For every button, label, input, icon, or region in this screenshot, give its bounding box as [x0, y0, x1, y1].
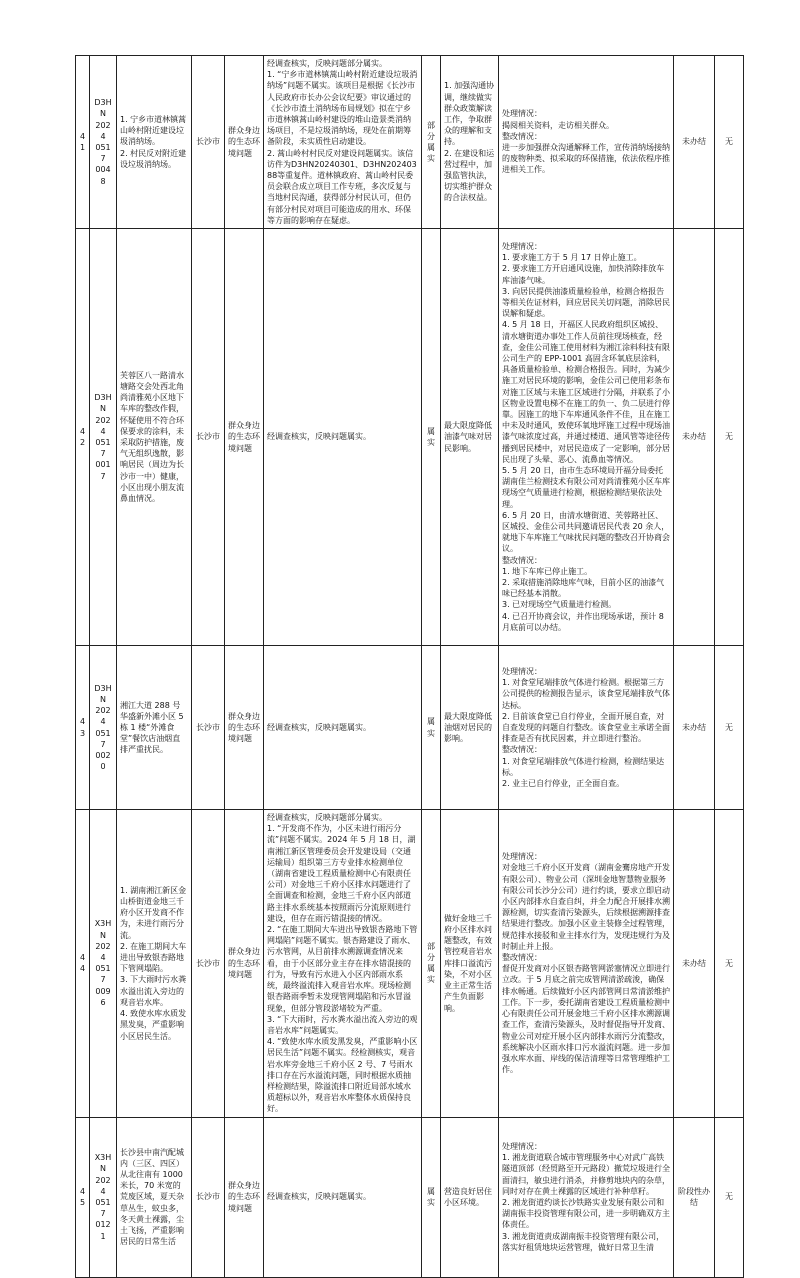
complaint-content: 芙蓉区八一路清水塘路交会处西北角尚清雅苑小区地下车库的整改作假，怀疑使用不符合环保要求的涂料，未采取防护措施，废气无组织逸散，影响居民（周边为长沙市一中）健康，小区出现小朋友流鼻血情况。	[120, 370, 184, 504]
handling-status: 处理情况： 揭阅相关资料，走访相关群众。 整改情况： 进一步加强群众沟通解释工作，宣传消纳场接纳的废物种类、拟采取的环保措施，依法依程序推进相关工作。	[502, 109, 670, 175]
completion-status-cell	[674, 56, 715, 229]
completion-status-cell	[674, 229, 715, 646]
investigation-result-cell	[264, 810, 422, 1117]
row-number-cell	[76, 810, 90, 1117]
table-row	[76, 1117, 744, 1277]
case-code-cell	[90, 1117, 117, 1277]
investigation-result-cell	[264, 56, 422, 229]
complaint-content-cell	[117, 1117, 192, 1277]
investigation-result: 经调查核实，反映问题属实。	[267, 722, 371, 732]
problem-type-cell	[225, 646, 264, 810]
row-number-cell	[76, 646, 90, 810]
problem-type-cell	[225, 1117, 264, 1277]
table-row	[76, 810, 744, 1117]
accountability-cell	[715, 229, 744, 646]
completion-status: 未办结	[682, 432, 706, 442]
rectification-goal: 做好金地三千府小区排水问题整改，有效管控观音岩水库排口溢流污染，不对小区业主正常生活产生负面影响。	[444, 913, 492, 1013]
verdict: 属实	[427, 717, 435, 738]
row-number-cell	[76, 1117, 90, 1277]
rectification-goal: 营造良好居住小区环境。	[444, 1186, 492, 1208]
handling-status: 处理情况： 1. 湘龙街道联合城市管理服务中心对武广高铁隧道顶部（经贸路至开元路段）撤荒垃圾进行全面清扫，敏虫进行消杀，并修剪地块内的杂草，同时对存在黄土裸露的区域进行补种草籽。 2. 湘龙街道约谈长沙铁路实业发展有限公司和湖南振丰投资管理有限公司，进一步明确双方主体责任。 3. 湘龙街道责成湖南振丰投资管理有限公司，落实好租赁地块运营管理，做好日常卫生清	[502, 1142, 670, 1252]
handling-status-cell	[499, 646, 674, 810]
accountability: 无	[725, 722, 733, 732]
accountability: 无	[725, 137, 733, 147]
row-number: 44	[79, 953, 86, 974]
handling-status-cell	[499, 229, 674, 646]
complaint-content: 1. 湖南湘江新区金山桥街道金地三千府小区开发商不作为，未进行雨污分流。 2. 在施工期间大车进出导致银杏路地下管网塌陷。 3. 下大雨时污水粪水溢出流入旁边的观音岩水库。 4. 致使水库水质发黑发臭，严重影响小区居民生活。	[120, 885, 187, 1041]
complaint-content: 长沙县中南汽配城内（三区、四区）从北往南有 1000 米长，70 米宽的荒废区域，夏天杂草丛生，蚊虫多，冬天黄土裸露，尘土飞扬，严重影响居民的日常生活	[120, 1147, 184, 1247]
rectification-goal-cell	[441, 810, 499, 1117]
case-code-cell	[90, 229, 117, 646]
rectification-goal: 最大限度降低油烟对居民的影响。	[444, 711, 492, 744]
region-cell	[192, 810, 225, 1117]
region-cell	[192, 646, 225, 810]
investigation-result: 经调查核实，反映问题属实。	[267, 432, 371, 442]
case-code: D3HN 2024 0517 0048	[94, 98, 112, 186]
handling-status: 处理情况： 对金地三千府小区开发商（湖南金騫房地产开发有限公司）、物业公司（深圳金地智慧物业服务有限公司长沙分公司）进行约谈，要求立即启动小区内部排水自查自纠，并全力配合开展排水溯源检测，切实查清污染源头，后续根据溯源排查结果进行整改。加强小区业主装修全过程管理，规范排水接驳和业主排水行为，发现违规行为及时制止并上报。 整改情况： 督促开发商对小区银杏路管网淤塞情况立即进行立改。于 5 月底之前完成管网清淤疏浚，确保排水畅通。后续做好小区内部管网日常清淤维护工作。下一步，委托湖南省建设工程质量检测中心有限责任公司开展金地三千府小区排水溯源调查工作，查清污染源头，及时督促指导开发商、物业公司对症开展小区内部排水雨污分流整改，系统解决小区雨水排口污水溢流问题。进一步加强水库水面、岸线的保洁清理等日常管理维护工作。	[502, 852, 670, 1075]
table-row	[76, 646, 744, 810]
completion-status: 未办结	[682, 722, 706, 732]
accountability: 无	[725, 958, 733, 968]
problem-type-cell	[225, 810, 264, 1117]
problem-type: 群众身边的生态环境问题	[228, 1181, 260, 1213]
completion-status: 未办结	[682, 958, 706, 968]
accountability: 无	[725, 432, 733, 442]
row-number: 45	[79, 1186, 86, 1208]
problem-type-cell	[225, 229, 264, 646]
complaint-content: 湘江大道 288 号华盛新外滩小区 5 栋 1 楼“外滩食堂”餐饮店油烟直排严重扰民。	[120, 700, 184, 755]
verdict: 属实	[427, 1186, 435, 1208]
accountability-cell	[715, 1117, 744, 1277]
verdict-cell	[422, 646, 441, 810]
investigation-result-cell	[264, 1117, 422, 1277]
problem-type: 群众身边的生态环境问题	[228, 421, 260, 453]
case-code-cell	[90, 56, 117, 229]
rectification-goal: 最大限度降低油漆气味对居民影响。	[444, 421, 492, 453]
handling-status: 处理情况： 1. 对食堂尾端排放气体进行检测。根据第三方公司提供的检测报告显示，该食堂尾端排放气体达标。 2. 目前该食堂已自行停业，全面开展自查，对自查发现的问题自行整改。该食堂业主承诺全面排查是否有扰民因素，并立即进行整治。 整改情况： 1. 对食堂尾端排放气体进行检测，检测结果达标。 2. 业主已自行停业，正全面自查。	[502, 666, 670, 788]
verdict-cell	[422, 56, 441, 229]
rectification-goal-cell	[441, 646, 499, 810]
case-code: D3HN 2024 0517 0017	[94, 393, 112, 481]
rectification-goal-cell	[441, 56, 499, 229]
verdict: 属实	[427, 426, 435, 448]
region: 长沙市	[196, 432, 220, 442]
row-number: 41	[79, 131, 86, 153]
completion-status-cell	[674, 1117, 715, 1277]
complaint-content-cell	[117, 56, 192, 229]
region: 长沙市	[196, 1192, 220, 1202]
complaint-content-cell	[117, 810, 192, 1117]
accountability-cell	[715, 810, 744, 1117]
handling-status: 处理情况： 1. 要求施工方于 5 月 17 日停止施工。 2. 要求施工方开启通风设施，加快消除排放车库油漆气味。 3. 向居民提供油漆质量检验单，检测合格报告等相关佐证材料，回应居民关切问题，消除居民误解和疑虑。 4. 5 月 18 日，开福区人民政府组织区城投、清水塘街道办事处工作人员前往现场核查，经查，金佳公司施工使用材料为湘江涂料科技有限公司生产的 EPP-1001 高固含环氧底层涂料，具备质量检验单、检测合格报告。同时，为减少施工对居民环境的影响，金佳公司已使用彩条布对施工区域与未施工区域进行分隔，并联系了小区物业设置电梯不在施工的负一、负二层进行停靠。因施工的地下车库通风条件不佳，且在施工中未及时通风，致使环氧地坪施工过程中现场油漆气味浓度过高，并通过楼道、通风管等途径传播到居民楼中，对居民造成了一定影响，部分居民出现了头晕、恶心、流鼻血等情况。 5. 5 月 20 日，由市生态环境局开福分局委托湖南佳兰检测技术有限公司对尚清雅苑小区车库现场空气质量进行检测，根据检测结果依法处理。 6. 5 月 20 日，由清水塘街道、芙蓉路社区、区城投、金佳公司共同邀请居民代表 20 余人，就地下车库施工气味扰民问题的整改召开协商会议。 整改情况： 1. 地下车库已停止施工。 2. 采取措施消除地库气味，目前小区的油漆气味已经基本消散。 3. 已对现场空气质量进行检测。 4. 已召开协商会议，并作出现场承诺，预计 8 月底前可以办结。	[502, 241, 670, 632]
row-number: 42	[79, 426, 86, 448]
investigation-result: 经调查核实，反映问题属实。	[267, 1192, 371, 1202]
case-code: D3HN 2024 0517 0020	[94, 683, 112, 772]
table-row	[76, 56, 744, 229]
verdict-cell	[422, 229, 441, 646]
accountability-cell	[715, 56, 744, 229]
row-number-cell	[76, 229, 90, 646]
verdict: 部分属实	[427, 120, 435, 164]
handling-status-cell	[499, 56, 674, 229]
case-code: X3HN 2024 0517 0096	[94, 919, 112, 1007]
investigation-result-cell	[264, 646, 422, 810]
region-cell	[192, 56, 225, 229]
problem-type-cell	[225, 56, 264, 229]
completion-status: 阶段性办结	[678, 1186, 710, 1208]
table-row	[76, 229, 744, 646]
row-number: 43	[79, 717, 86, 738]
problem-type: 群众身边的生态环境问题	[228, 711, 260, 744]
verdict: 部分属实	[427, 941, 435, 985]
investigation-result-cell	[264, 229, 422, 646]
rectification-goal: 1. 加强沟通协调，继续做实群众政策解读工作，争取群众的理解和支持。 2. 在建设和运营过程中，加强监管执法，切实维护群众的合法权益。	[444, 81, 495, 203]
rectification-goal-cell	[441, 1117, 499, 1277]
case-code-cell	[90, 810, 117, 1117]
accountability-cell	[715, 646, 744, 810]
complaint-content: 1. 宁乡市道林镇蒿山岭村附近建设垃圾消纳场。 2. 村民反对附近建设垃圾消纳场。	[120, 115, 187, 169]
handling-status-cell	[499, 810, 674, 1117]
accountability: 无	[725, 1192, 733, 1202]
investigation-result: 经调查核实，反映问题部分属实。 1. “开发商不作为，小区未进行雨污分流”问题不属实。2024 年 5 月 18 日，湖南湘江新区管理委员会开发建设局（交通运输局）组织第三方专业排水检测单位（湖南省建设工程质量检测中心有限责任公司）对金地三千府小区排水问题进行了全面调查和检测，金地三千府小区内部道路主排水系统基本按照雨污分流原则进行建设，但存在雨污错混接的情况。 2. “在施工期间大车进出导致银杏路地下管网塌陷”问题不属实。银杏路建设了雨水、污水管网，从目前排水溯源调查情况来看，由于小区部分业主存在排水错混接的行为，导致有污水进入小区内部雨水系统，最终溢流排入观音岩水库。现场检测银杏路雨季暂未发现管网塌陷和污水冒溢现象，但部分管段淤堵较为严重。 3. “下大雨时，污水粪水溢出流入旁边的观音岩水库”问题属实。 4. “致使水库水质发黑发臭，严重影响小区居民生活”问题不属实。经检测核实，观音岩水库旁金地三千府小区 2 号、7 号雨水排口存在污水溢流问题，同时根据水质抽样检测结果，除溢流排口附近局部水域水质超标以外，观音岩水库整体水质保持良好。	[267, 813, 418, 1114]
completion-status-cell	[674, 810, 715, 1117]
complaint-table	[75, 55, 744, 1278]
case-code: X3HN 2024 0517 0121	[94, 1153, 112, 1241]
region: 长沙市	[196, 958, 220, 968]
rectification-goal-cell	[441, 229, 499, 646]
verdict-cell	[422, 1117, 441, 1277]
investigation-result: 经调查核实，反映问题部分属实。 1. “宁乡市道林镇蒿山岭村附近建设垃圾消纳场”问题不属实。该项目是根据《长沙市人民政府市长办公会议纪要》审议通过的《长沙市渣土消纳场布局规划》拟在宁乡市道林镇蒿山岭村建设的堆山造景类消纳场项目，不是垃圾消纳场，现处在前期筹备阶段，未实质性启动建设。 2. 蒿山岭村村民反对建设问题属实。该信访件为D3HN20240301、D3HN20240388等重复件。道林镇政府、蒿山岭村民委员会联合成立项目工作专班，多次反复与当地村民沟通，获得部分村民认可，但仍有部分村民对项目可能造成的用水、环保等方面的影响存在疑虑。	[267, 59, 418, 225]
completion-status-cell	[674, 646, 715, 810]
region: 长沙市	[196, 722, 220, 732]
completion-status: 未办结	[682, 137, 706, 147]
problem-type: 群众身边的生态环境问题	[228, 126, 260, 158]
problem-type: 群众身边的生态环境问题	[228, 947, 260, 979]
region-cell	[192, 1117, 225, 1277]
row-number-cell	[76, 56, 90, 229]
complaint-content-cell	[117, 229, 192, 646]
case-code-cell	[90, 646, 117, 810]
region-cell	[192, 229, 225, 646]
region: 长沙市	[196, 137, 220, 147]
complaint-content-cell	[117, 646, 192, 810]
handling-status-cell	[499, 1117, 674, 1277]
verdict-cell	[422, 810, 441, 1117]
